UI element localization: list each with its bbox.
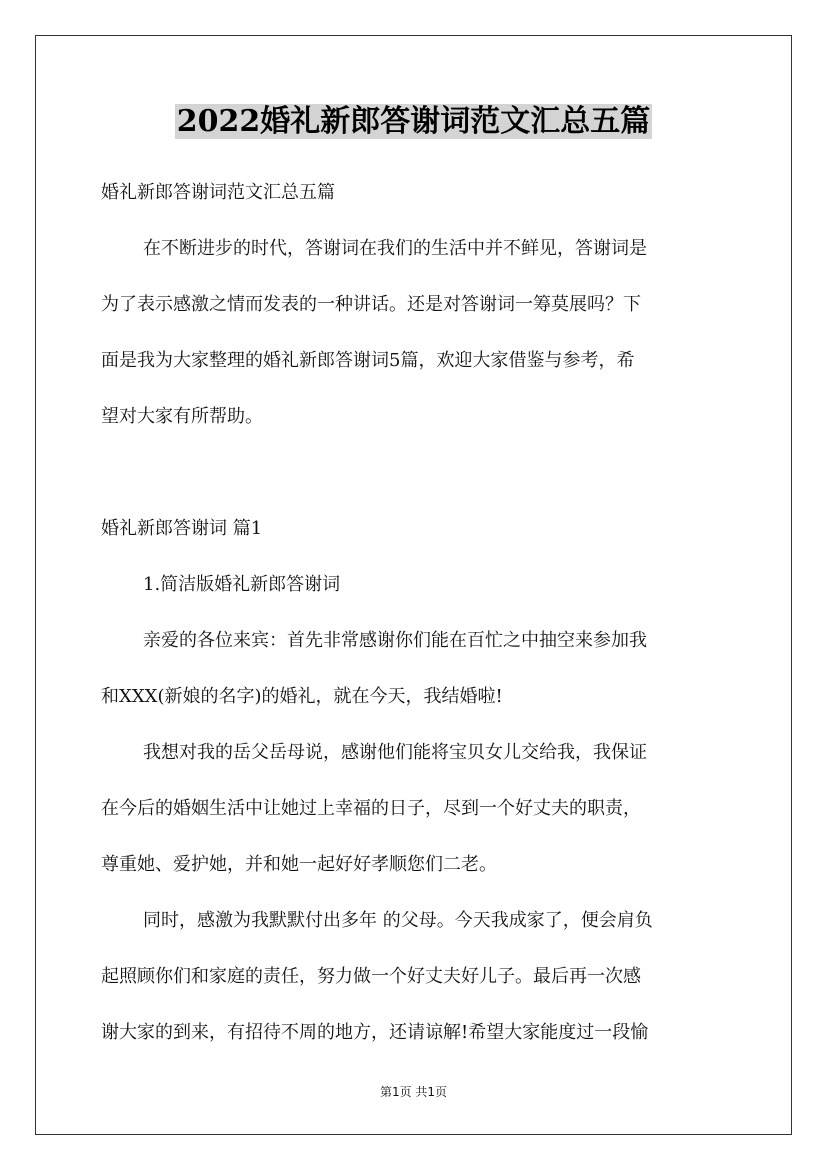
intro-line: 面是我为大家整理的婚礼新郎答谢词5篇，欢迎大家借鉴与参考，希	[101, 350, 635, 371]
body-line: 同时，感激为我默默付出多年 的父母。今天我成家了，便会肩负	[143, 910, 653, 931]
document-body	[101, 165, 727, 1061]
body-line: 谢大家的到来，有招待不周的地方，还请谅解!希望大家能度过一段愉	[101, 1022, 649, 1043]
document-title-text: 2022婚礼新郎答谢词范文汇总五篇	[176, 104, 651, 139]
page-footer: 第1页 共1页	[379, 1085, 448, 1099]
body-line: 我想对我的岳父岳母说，感谢他们能将宝贝女儿交给我，我保证	[143, 742, 647, 763]
section-heading: 婚礼新郎答谢词 篇1	[101, 518, 263, 539]
body-line: 起照顾你们和家庭的责任，努力做一个好丈夫好儿子。最后再一次感	[101, 966, 641, 987]
intro-line: 望对大家有所帮助。	[101, 406, 263, 427]
subtitle: 婚礼新郎答谢词范文汇总五篇	[101, 182, 335, 203]
body-line: 在今后的婚姻生活中让她过上幸福的日子，尽到一个好丈夫的职责，	[101, 798, 641, 819]
body-line: 尊重她、爱护她，并和她一起好好孝顺您们二老。	[101, 854, 497, 875]
paragraph-spacer	[101, 445, 727, 501]
intro-line: 为了表示感激之情而发表的一种讲话。还是对答谢词一筹莫展吗？下	[101, 294, 641, 315]
intro-line: 在不断进步的时代，答谢词在我们的生活中并不鲜见，答谢词是	[143, 238, 647, 259]
document-title	[0, 100, 827, 144]
body-line: 亲爱的各位来宾：首先非常感谢你们能在百忙之中抽空来参加我	[143, 630, 647, 651]
section-subheading: 1.简洁版婚礼新郎答谢词	[143, 574, 341, 595]
body-line: 和XXX(新娘的名字)的婚礼，就在今天，我结婚啦!	[101, 686, 503, 707]
